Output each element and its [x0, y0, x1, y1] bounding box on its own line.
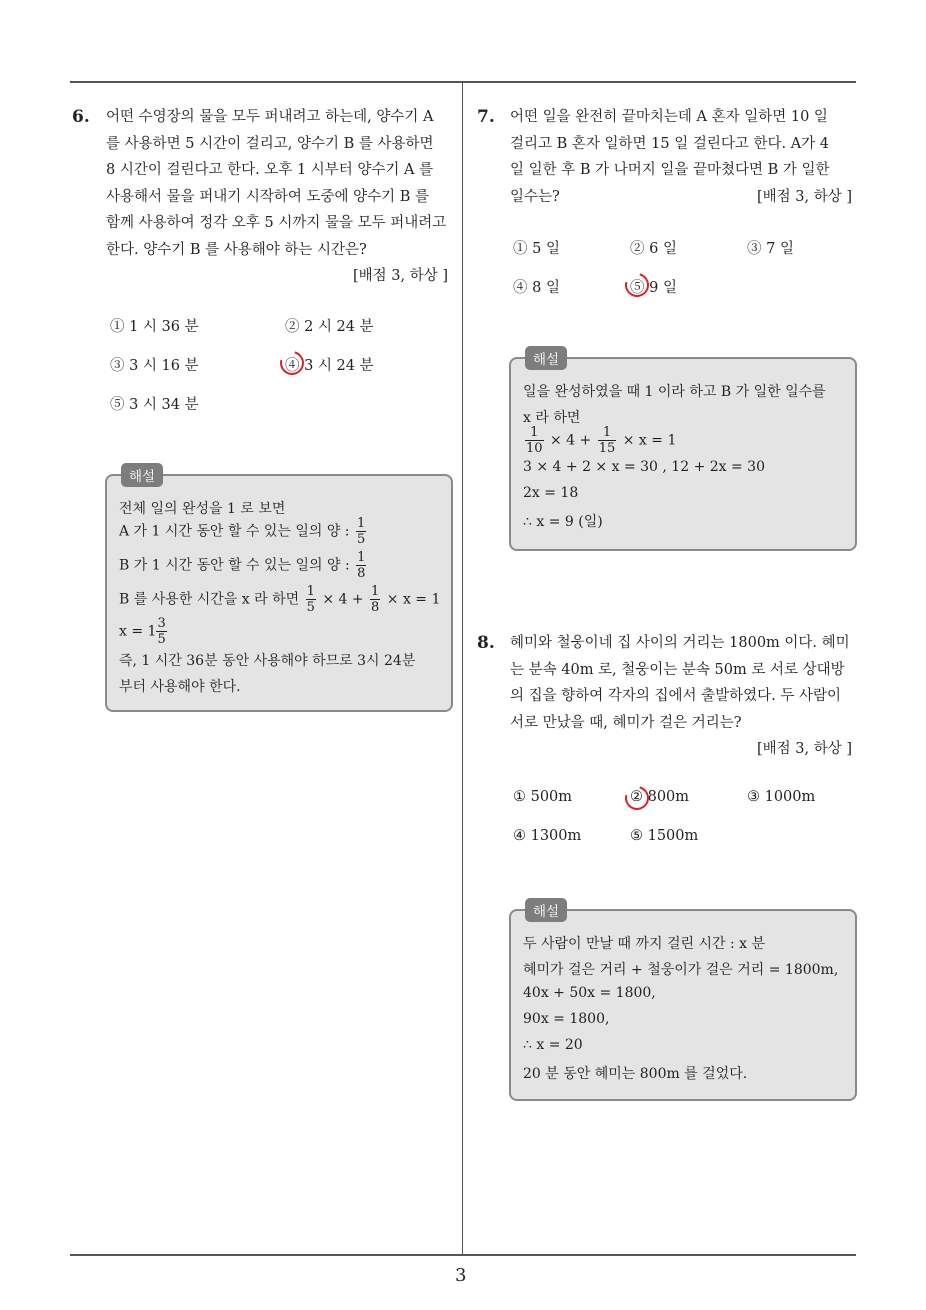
q6-choice-4[interactable]: ④ 3 시 24 분	[285, 358, 374, 374]
fraction	[306, 584, 316, 615]
q6-choice-1[interactable]: ① 1 시 36 분	[110, 319, 199, 335]
denominator: 10	[526, 441, 543, 456]
q6-sol-line2-text: A 가 1 시간 동안 할 수 있는 일의 양 :	[119, 523, 350, 540]
q6-score: [배점 3, 하상 ]	[352, 268, 448, 284]
numerator: 3	[157, 616, 166, 631]
q7-sol-line4: 3 × 4 + 2 × x = 30 , 12 + 2x = 30	[523, 459, 765, 475]
q7-line: 어떤 일을 완전히 끝마치는데 A 혼자 일하면 10 일	[510, 109, 828, 125]
q8-line: 의 집을 향하여 각자의 집에서 출발하였다. 두 사람이	[510, 688, 842, 704]
q7-score: [배점 3, 하상 ]	[756, 188, 852, 205]
fraction	[356, 516, 366, 547]
fraction	[525, 425, 544, 456]
q6-line: 8 시간이 걸린다고 한다. 오후 1 시부터 양수기 A 를	[106, 162, 434, 178]
q8-sol-line3: 40x + 50x = 1800,	[523, 985, 656, 1001]
q6-line: 어떤 수영장의 물을 모두 퍼내려고 하는데, 양수기 A	[106, 109, 434, 125]
q8-sol-line6: 20 분 동안 혜미는 800m 를 걸었다.	[523, 1066, 748, 1082]
q7-last-row	[510, 184, 860, 211]
q7-sol-line3-end: × x = 1	[622, 432, 677, 449]
fraction	[370, 584, 380, 615]
q7-choice-5[interactable]: ⑤ 9 일	[630, 280, 677, 296]
q6-sol-line1: 전체 일의 완성을 1 로 보면	[119, 501, 286, 517]
q8-sol-line1: 두 사람이 만날 때 까지 걸린 시간 : x 분	[523, 936, 765, 952]
q8-solution-box	[509, 904, 857, 1101]
q7-choice-4[interactable]: ④ 8 일	[513, 280, 560, 296]
q6-sol-line7: 부터 사용해야 한다.	[119, 679, 241, 695]
q7-sol-line2: x 라 하면	[523, 410, 581, 426]
numerator: 1	[525, 425, 544, 441]
q7-sol-line5: 2x = 18	[523, 485, 579, 501]
q6-line: 를 사용하면 5 시간이 걸리고, 양수기 B 를 사용하면	[106, 135, 434, 152]
top-rule	[70, 81, 856, 83]
numerator: 1	[306, 584, 315, 599]
q8-line: 는 분속 40m 로, 철웅이는 분속 50m 로 서로 상대방	[510, 661, 845, 678]
q7-solution-tag: 해설	[525, 346, 567, 370]
q7-line: 일수는?	[510, 188, 560, 205]
page-number: 3	[455, 1265, 467, 1286]
numerator: 1	[357, 550, 366, 565]
question-8-text	[510, 630, 860, 763]
q8-answer-mark	[621, 782, 654, 815]
q8-solution-tag: 해설	[525, 898, 567, 922]
q8-choice-5[interactable]: ⑤ 1500m	[630, 828, 699, 844]
q7-choice-3[interactable]: ③ 7 일	[747, 241, 794, 257]
denominator: 8	[371, 600, 380, 615]
q6-choice-5[interactable]: ⑤ 3 시 34 분	[110, 397, 199, 413]
q8-sol-line5: ∴ x = 20	[523, 1037, 583, 1053]
q8-choice-4[interactable]: ④ 1300m	[513, 828, 582, 844]
q6-sol-line4	[119, 584, 440, 615]
question-7-number: 7.	[477, 107, 495, 127]
q7-solution-box	[509, 352, 857, 551]
q6-sol-line6: 즉, 1 시간 36분 동안 사용해야 하므로 3시 24분	[119, 653, 416, 669]
numerator: 1	[356, 516, 366, 531]
q8-score: [배점 3, 하상 ]	[756, 741, 852, 757]
q8-line: 혜미와 철웅이네 집 사이의 거리는 1800m 이다. 혜미	[510, 635, 850, 651]
q8-choice-3[interactable]: ③ 1000m	[747, 789, 816, 805]
question-6-text	[106, 104, 456, 290]
q6-line: 한다. 양수기 B 를 사용해야 하는 시간은?	[106, 241, 367, 258]
question-8-number: 8.	[477, 633, 495, 653]
q6-line: 함께 사용하여 정각 오후 5 시까지 물을 모두 퍼내려고	[106, 215, 447, 231]
q7-sol-line3-mid: × 4 +	[550, 432, 592, 449]
q6-sol-line3	[119, 550, 368, 581]
q7-choice-2[interactable]: ② 6 일	[630, 241, 677, 257]
q8-choice-1[interactable]: ① 500m	[513, 789, 573, 805]
q6-solution-box	[105, 469, 453, 712]
denominator: 15	[598, 441, 616, 456]
q7-choice-1[interactable]: ① 5 일	[513, 241, 560, 257]
denominator: 5	[356, 532, 366, 547]
denominator: 5	[157, 632, 166, 647]
q6-choice-2[interactable]: ② 2 시 24 분	[285, 319, 374, 335]
q6-choice-3[interactable]: ③ 3 시 16 분	[110, 358, 199, 374]
q6-solution-tag: 해설	[121, 463, 163, 487]
question-6-number: 6.	[72, 107, 90, 127]
q8-choice-2[interactable]: ② 800m	[630, 789, 690, 805]
q7-line: 일 일한 후 B 가 나머지 일을 끝마쳤다면 B 가 일한	[510, 162, 830, 178]
numerator: 1	[371, 584, 380, 599]
numerator: 1	[598, 425, 617, 441]
q7-sol-line6: ∴ x = 9 (일)	[523, 514, 603, 530]
q6-line: 사용해서 물을 퍼내기 시작하여 도중에 양수기 B 를	[106, 188, 430, 205]
q8-sol-line4: 90x = 1800,	[523, 1011, 610, 1027]
q7-line: 걸리고 B 혼자 일하면 15 일 걸린다고 한다. A가 4	[510, 135, 830, 152]
q8-line: 서로 만났을 때, 혜미가 걸은 거리는?	[510, 714, 742, 731]
q7-sol-line1: 일을 완성하였을 때 1 이라 하고 B 가 일한 일수를	[523, 384, 826, 400]
bottom-rule	[70, 1254, 856, 1256]
q7-sol-line3	[523, 425, 676, 456]
fraction	[598, 425, 617, 456]
column-divider	[462, 83, 463, 1255]
q6-sol-line4-mid: × 4 +	[322, 591, 364, 608]
fraction	[156, 616, 166, 647]
q6-sol-line4-end: × x = 1	[386, 591, 441, 608]
fraction	[356, 550, 366, 581]
q6-sol-line3-text: B 가 1 시간 동안 할 수 있는 일의 양 :	[119, 557, 350, 574]
q6-sol-line2	[119, 516, 368, 547]
denominator: 5	[306, 600, 315, 615]
q6-sol-line5	[119, 616, 169, 647]
q6-sol-line5-text: x = 1	[119, 623, 157, 640]
question-7-text	[510, 104, 860, 210]
q8-sol-line2: 혜미가 걸은 거리 + 철웅이가 걸은 거리 = 1800m,	[523, 962, 839, 978]
q6-sol-line4-text: B 를 사용한 시간을 x 라 하면	[119, 591, 300, 608]
denominator: 8	[357, 566, 366, 581]
